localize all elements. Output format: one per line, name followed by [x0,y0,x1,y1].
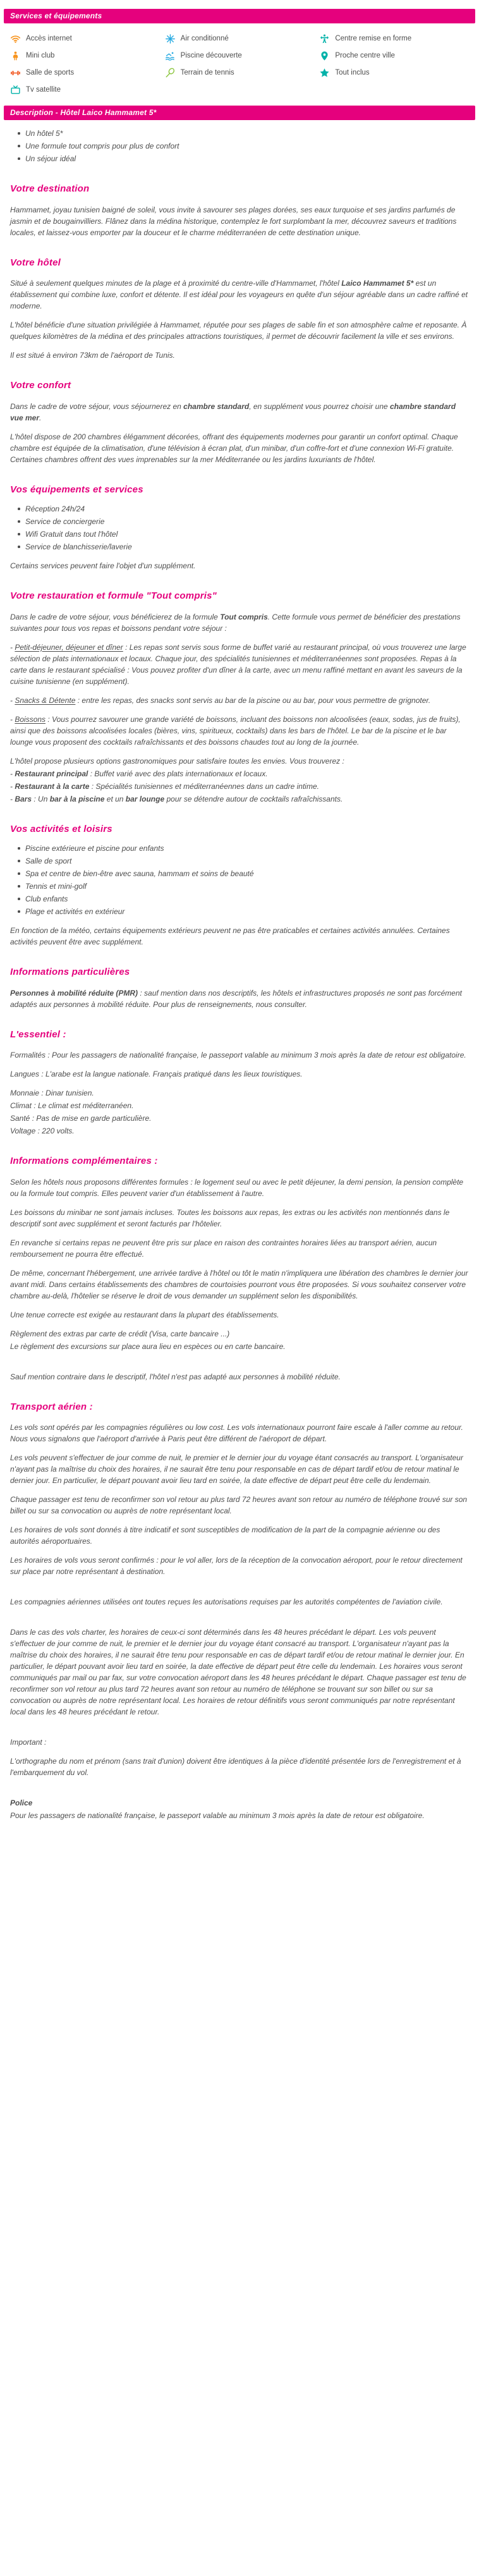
section-heading: Informations complémentaires : [10,1156,158,1166]
paragraph: Les horaires de vols sont donnés à titre indicatif et sont susceptibles de modification de la part de la compagnie aérienne ou des autorités aéroportuaires. [10,1525,440,1546]
paragraph: - Boissons : Vous pourrez savourer une grande variété de boissons, incluant des boissons non alcoolisées (eaux, sodas, jus de fruits), ainsi que des boissons alcoolisées locales (bières, vins, spiritueux, cocktails) dans les bars de l'hôtel. Le bar de la piscine et le bar lounge vous proposent des cocktails rafraîchissants et des boissons chaudes tout au long de la journée. [10,714,461,747]
paragraph: En revanche si certains repas ne peuvent être pris sur place en raison des contraintes horaires liées au transport aérien, aucun remboursement ne pourra être effectué. [10,1238,437,1259]
description-header-label: Description - Hôtel Laico Hammamet 5* [10,108,157,117]
paragraph: Pour les passagers de nationalité française, le passeport valable au minimum 3 mois après la date de retour est obligatoire. [10,1811,425,1820]
paragraph: - Snacks & Détente : entre les repas, des snacks sont servis au bar de la piscine ou au bar, pour vous permettre de grignoter. [10,695,431,705]
section-heading: Vos équipements et services [10,484,143,495]
tennis-icon [165,68,176,78]
snowflake-icon [165,34,176,44]
paragraph: Hammamet, joyau tunisien baigné de soleil, vous invite à savourer ses plages dorées, ses eaux turquoise et ses jardins parfumés de jasmin et de bougainvilliers. Flânez dans la médina historique, contemplez le fort surplombant la mer, découvrez saveurs et traditions locales, et laissez-vous emporter par la douceur et le charme méditerranéen de cette destination unique. [10,205,457,237]
highlight-item: Un séjour idéal [18,153,469,164]
list-item: Spa et centre de bien-être avec sauna, hammam et soins de beauté [18,868,469,879]
section-heading: Votre confort [10,380,71,391]
service-label: Mini club [26,51,55,59]
section-heading: Vos activités et loisirs [10,823,112,834]
section-heading: L'essentiel : [10,1029,66,1040]
description-section [10,822,469,948]
highlight-item: Un hôtel 5* [18,128,469,139]
all-inclusive-icon [319,68,330,78]
service-label: Salle de sports [26,68,75,76]
paragraph: Personnes à mobilité réduite (PMR) : sauf mention dans nos descriptifs, les hôtels et infrastructures proposés ne sont pas forcément adaptés aux personnes à mobilité réduite. Pour plus de renseignements, nous consulter. [10,988,462,1009]
section-heading: Votre destination [10,183,90,194]
paragraph: L'hôtel dispose de 200 chambres élégamment décorées, offrant des équipements modernes pour garantir un confort optimal. Chaque chambre est équipée de la climatisation, d'une télévision à écran plat, d'un minibar, d'un coffre-fort et d'une connexion Wi-Fi gratuite. Certaines chambres offrent des vues imprenables sur la mer Méditerranée ou les jardins luxuriants de l'hôtel. [10,432,458,464]
paragraph: Formalités : Pour les passagers de nationalité française, le passeport valable au minimum 3 mois après la date de retour est obligatoire. [10,1051,466,1059]
paragraph: Il est situé à environ 73km de l'aéroport de Tunis. [10,351,175,360]
bullet-list [10,503,469,552]
list-item: Réception 24h/24 [18,503,469,515]
service-label: Centre remise en forme [335,34,412,42]
paragraph: Le règlement des excursions sur place aura lieu en espèces ou en carte bancaire. [10,1341,286,1351]
paragraph: De même, concernant l'hébergement, une arrivée tardive à l'hôtel ou tôt le matin n'impliquera une libération des chambres le dernier jour avant midi. Dans certains établissements des chambres de courtoisies pourront vous être proposées. Si vous souhaitez conserver votre chambre au-delà, l'hôtelier se réserve le droit de vous demander un supplément selon les disponibilités. [10,1268,468,1300]
paragraph: - Restaurant principal : Buffet varié avec des plats internationaux et locaux. [10,769,268,778]
list-item: Plage et activités en extérieur [18,906,469,917]
paragraph: Langues : L'arabe est la langue nationale. Français pratiqué dans les lieux touristiques. [10,1070,303,1078]
list-item: Tennis et mini-golf [18,881,469,892]
description-section [10,379,469,465]
service-label: Piscine découverte [180,51,242,59]
service-label: Accès internet [26,34,72,42]
highlights-list [10,128,469,164]
service-item [10,51,160,61]
tv-icon [10,85,21,95]
list-item: Club enfants [18,893,469,905]
section-heading: Votre restauration et formule "Tout compris" [10,590,217,601]
paragraph: Climat : Le climat est méditerranéen. [10,1101,134,1110]
service-item [10,68,160,78]
list-item: Salle de sport [18,855,469,867]
description-content [3,128,476,1821]
paragraph: L'hôtel bénéficie d'une situation privilégiée à Hammamet, réputée pour ses plages de sable fin et son atmosphère calme et reposante. À quelques kilomètres de la médina et des principales attractions touristiques, il permet de découvrir facilement la ville et ses environs. [10,320,467,341]
dumbbell-icon [10,68,21,78]
highlight-item: Une formule tout compris pour plus de confort [18,140,469,152]
services-header-label: Services et équipements [10,11,102,20]
service-label: Proche centre ville [335,51,395,59]
child-icon [10,51,21,61]
description-section [10,1154,469,1383]
service-label: Terrain de tennis [180,68,234,76]
paragraph: Les vols sont opérés par les compagnies régulières ou low cost. Les vols internationaux pourront faire escale à l'aller comme au retour. Nous vous signalons que l'aéroport d'arrivée à Paris peut être différent de l'aéroport de départ. [10,1423,463,1443]
service-item [10,34,160,44]
paragraph: Les vols peuvent s'effectuer de jour comme de nuit, le premier et le dernier jour du voyage étant consacrés au transport. L'organisateur n'ayant pas la maîtrise du choix des horaires, il ne saurait être tenu pour responsable en cas de départ tardif et/ou de retour matinal le dernier jour. En particulier, le départ pouvant avoir lieu tard en soirée, la date effective de départ peut être celle du lendemain. [10,1453,463,1485]
paragraph: Dans le cadre de votre séjour, vous séjournerez en chambre standard, en supplément vous pourrez choisir une chambre standard vue mer. [10,401,456,422]
description-section [10,1400,469,1822]
paragraph: Les horaires de vols vous seront confirmés : pour le vol aller, lors de la réception de la convocation aéroport, pour le retour directement sur place par notre représentant à destination. [10,1556,463,1576]
section-heading: Transport aérien : [10,1401,93,1412]
description-sections [10,182,469,1821]
paragraph: Selon les hôtels nous proposons différentes formules : le logement seul ou avec le petit déjeuner, la demi pension, la pension complète ou la formule tout compris. Elles peuvent varier d'un établissement à l'autre. [10,1177,464,1198]
paragraph: Une tenue correcte est exigée au restaurant dans la plupart des établissements. [10,1310,279,1319]
map-pin-icon [319,51,330,61]
services-grid [3,31,476,106]
bullet-list [10,843,469,917]
paragraph: Police [10,1798,33,1807]
description-section [10,965,469,1010]
description-section [10,1028,469,1137]
section-heading: Informations particulières [10,967,130,977]
service-item [10,85,160,95]
service-item [319,68,469,78]
paragraph: Situé à seulement quelques minutes de la plage et à proximité du centre-ville d'Hammamet, l'hôtel Laico Hammamet 5* est un établissement qui combine luxe, confort et détente. Il est idéal pour les voyageurs en quête d'un séjour agréable dans un cadre raffiné et moderne. [10,279,468,310]
paragraph: Les boissons du minibar ne sont jamais incluses. Toutes les boissons aux repas, les extras ou les activités non mentionnés dans le descriptif sont avec supplément et seront facturés par l'hôtelier. [10,1207,450,1228]
services-header-banner [4,9,475,23]
paragraph: Monnaie : Dinar tunisien. [10,1089,94,1097]
paragraph: Dans le cas des vols charter, les horaires de ceux-ci sont déterminés dans les 48 heures précédant le départ. Les vols peuvent s'effectuer de jour comme de nuit, le premier et le dernier jour du voyage étant consacré au transport. L'organisateur n'ayant pas la maîtrise du choix des horaires, il ne saurait être tenu pour responsable en cas de départ tardif et/ou de retour matinal le dernier jour. En particulier, le départ pouvant avoir lieu tard en soirée, la date effective de départ peut être celle du lendemain. Les horaires vous seront communiqués par mail ou par fax, sur votre convocation aéroport dans les 48 heures précédant le départ. Chaque passager est tenu de reconfirmer son vol retour au plus tard 72 heures avant son retour au numéro de téléphone se trouvant sur son billet ou sur sa convocation ou auprès de notre représentant local. Les horaires de retour définitifs vous seront communiqués par notre représentant local dans les 48 heures précédant le retour. [10,1628,466,1716]
list-item: Wifi Gratuit dans tout l'hôtel [18,528,469,540]
service-label: Tv satellite [26,85,61,94]
description-section [10,483,469,572]
service-label: Air conditionné [180,34,229,42]
description-header-banner [4,106,475,120]
list-item: Service de blanchisserie/laverie [18,541,469,552]
list-item: Piscine extérieure et piscine pour enfants [18,843,469,854]
list-item: Service de conciergerie [18,516,469,527]
paragraph: L'hôtel propose plusieurs options gastronomiques pour satisfaire toutes les envies. Vous trouverez : [10,756,344,766]
paragraph: Certains services peuvent faire l'objet d'un supplément. [10,561,196,570]
description-section [10,182,469,238]
service-label: Tout inclus [335,68,370,76]
paragraph: Règlement des extras par carte de crédit (Visa, carte bancaire ...) [10,1329,230,1338]
paragraph: Important : [10,1738,47,1747]
paragraph: - Bars : Un bar à la piscine et un bar lounge pour se détendre autour de cocktails rafraîchissants. [10,794,343,803]
paragraph: Dans le cadre de votre séjour, vous bénéficierez de la formule Tout compris. Cette formule vous permet de bénéficier des prestations suivantes pour tous vos repas et boissons pendant votre séjour : [10,612,461,633]
paragraph: L'orthographe du nom et prénom (sans trait d'union) doivent être identiques à la pièce d'identité présentée lors de l'enregistrement et à l'embarquement du vol. [10,1757,461,1777]
paragraph: Les compagnies aériennes utilisées ont toutes reçues les autorisations requises par les autorités compétentes de l'aviation civile. [10,1597,443,1606]
fitness-icon [319,34,330,44]
service-item [319,34,469,44]
paragraph: - Petit-déjeuner, déjeuner et dîner : Les repas sont servis sous forme de buffet varié au restaurant principal, où vous trouverez une large sélection de plats internationaux et locaux. Chaque jour, des spécialités tunisiennes et méditerranéennes sont proposées. Repas à la carte dans le restaurant spécialisé : Vous pouvez profiter d'un dîner à la carte, avec un menu raffiné mettant en avant les saveurs de la cuisine tunisienne (en supplément). [10,642,466,686]
paragraph: Sauf mention contraire dans le descriptif, l'hôtel n'est pas adapté aux personnes à mobilité réduite. [10,1372,341,1381]
paragraph: Chaque passager est tenu de reconfirmer son vol retour au plus tard 72 heures avant son retour au numéro de téléphone trouvé sur son billet ou sur sa convocation ou auprès de notre représentant local. [10,1495,468,1515]
paragraph: Voltage : 220 volts. [10,1126,75,1135]
service-item [165,34,315,44]
description-section [10,256,469,362]
wifi-icon [10,34,21,44]
description-section [10,589,469,805]
service-item [165,68,315,78]
paragraph: - Restaurant à la carte : Spécialités tunisiennes et méditerranéennes dans un cadre intime. [10,781,319,791]
paragraph: En fonction de la météo, certains équipements extérieurs peuvent ne pas être praticables et certaines activités annulées. Certaines activités peuvent être avec supplément. [10,926,450,946]
pool-icon [165,51,176,61]
paragraph: Santé : Pas de mise en garde particulière. [10,1114,152,1123]
service-item [165,51,315,61]
service-item [319,51,469,61]
section-heading: Votre hôtel [10,257,61,268]
